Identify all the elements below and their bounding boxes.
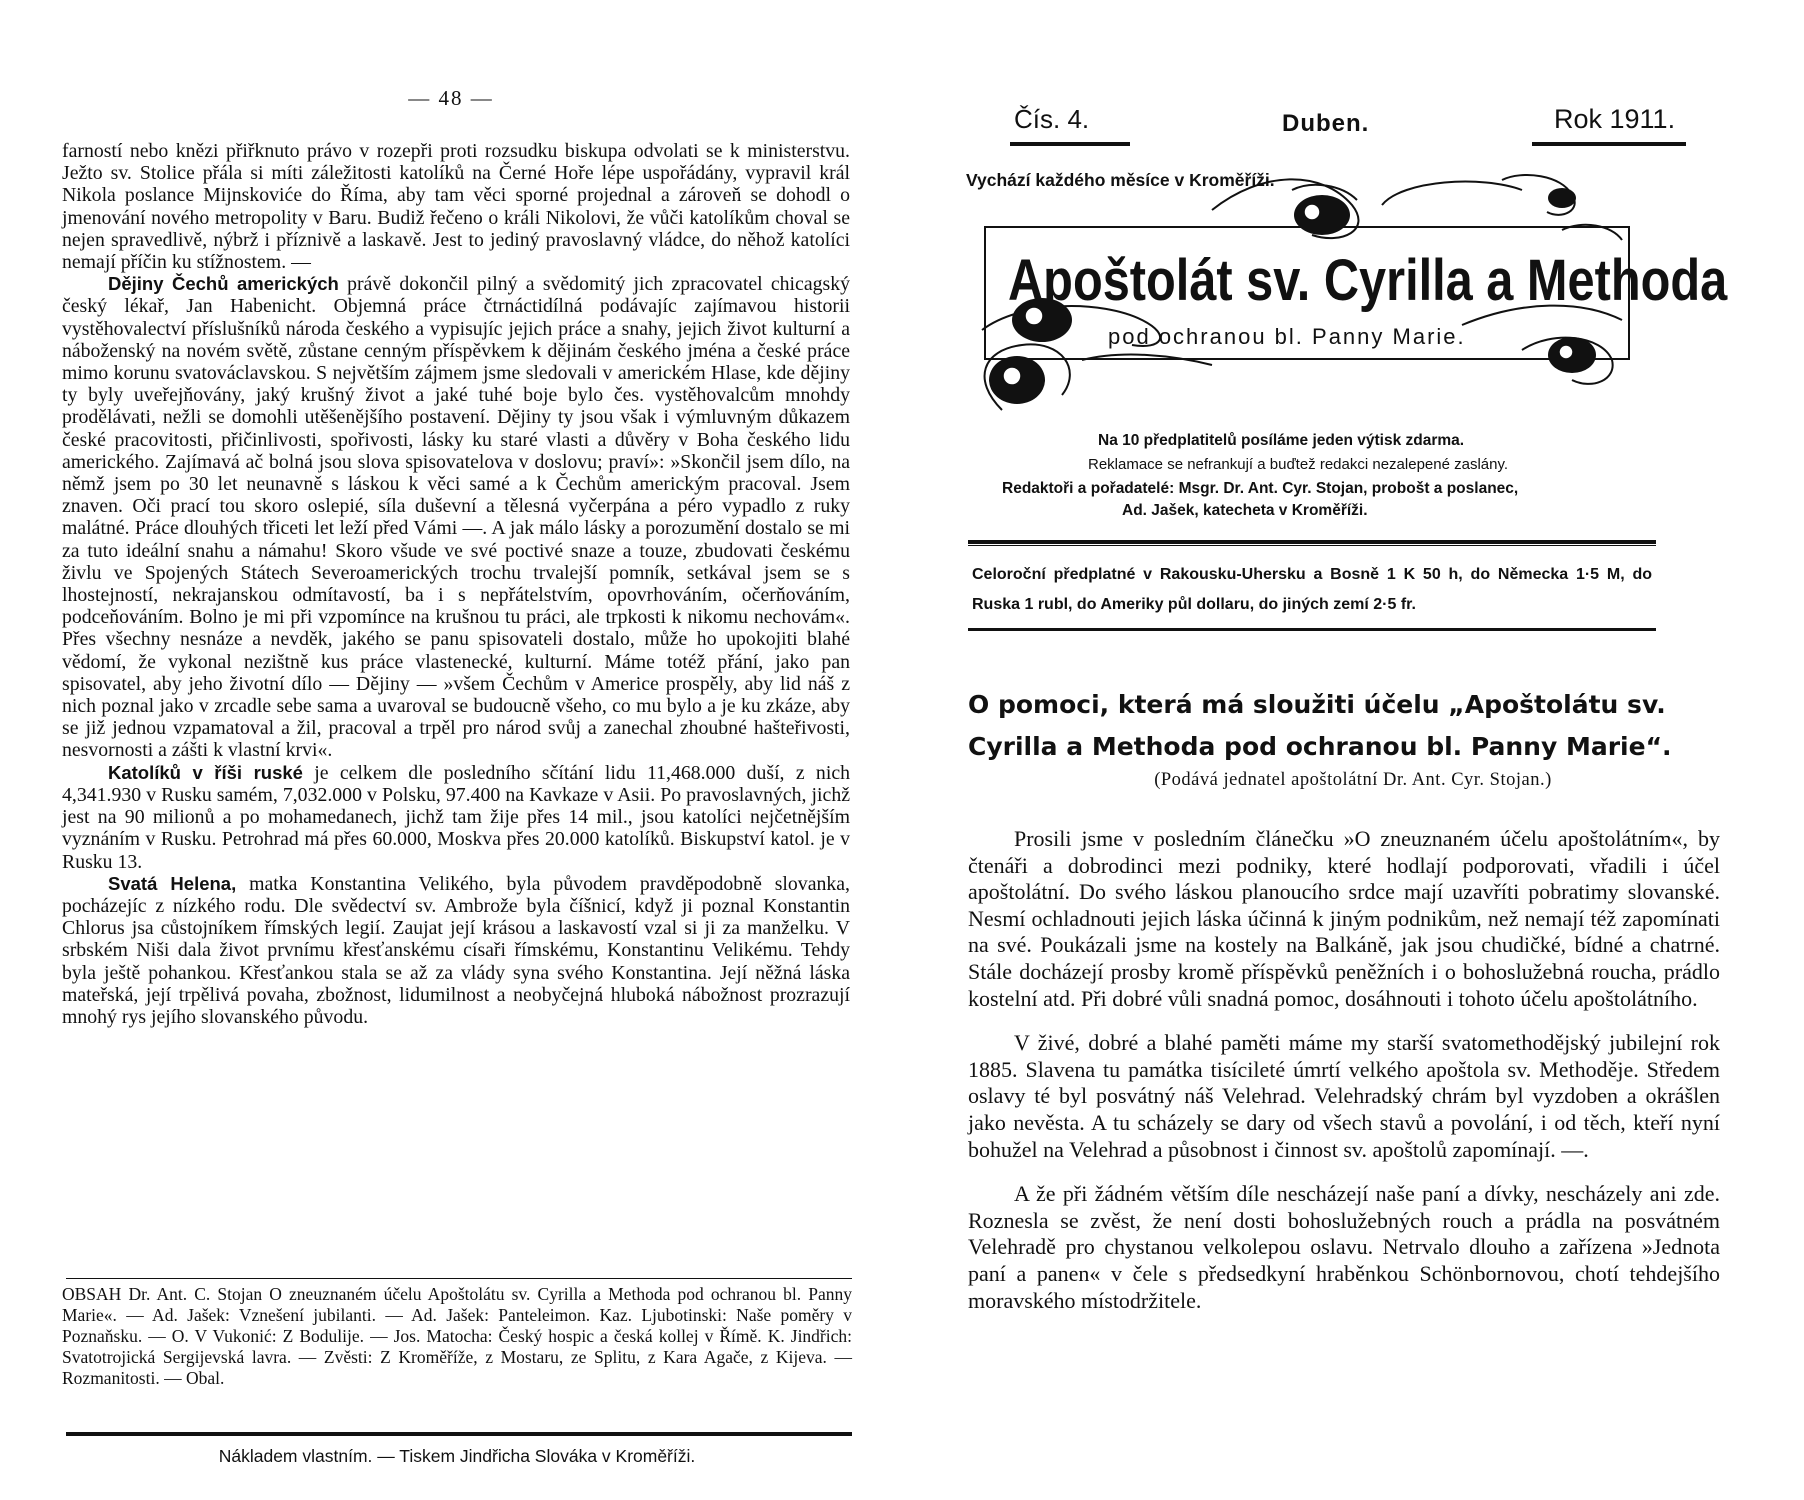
paragraph-text: matka Konstantina Velikého, byla původem pravděpodobně slovanka, pocházejíc z nízkého rodu. Dle svědectví sv. Ambrože byla číšnicí, když ji poznal Konstantin Chlorus jsa cůstojníkem římských legií. Zaujat její krásou a laskavostí vzal si ji za manželku. V srbském Niši dala život prvnímu křesťanskému císaři římskému, Konstantinu Velikému. Tehdy byla ještě pohankou. Křesťankou stala se až za vlády syna svého Konstantina. Její něžná láska mateřská, její trpělivá povaha, zbožnost, lidumilnost a neobyčejná hluboká nábožnost prozrazují mnohý rys jejího slovanského původu. <box>62 872 850 1028</box>
article-body <box>968 826 1720 1332</box>
paragraph-text: je celkem dle posledního sčítání lidu 11,468.000 duší, z nich 4,341.930 v Rusku samém, 7,032.000 v Polsku, 97.400 na Kavkaze v Asii. Po pravoslavných, jichž jest na 90 milionů a po mohamedanech, jichž tam žije přes 14 mil., jsou katolíci nejčetnějším vyznáním v Rusku. Petrohrad má přes 60.000, Moskva přes 20.000 katolíků. Biskupství katol. je v Rusku 13. <box>62 761 850 873</box>
paragraph-heading: Katolíků v říši ruské <box>108 761 303 783</box>
header-rule-left <box>1010 142 1130 146</box>
paragraph-text: právě dokončil pilný a svědomitý jich zpracovatel chicagský český lékař, Jan Habenicht. Objemná práce čtrnáctidílná podávajíc zajímavou historii vystěhovalectví příslušníků národa českého a vypisujíc jejich práce a snahy, jejich život kulturní a náboženský na novém světě, zůstane cenným příspěvkem k dějinám českého jména a české práce mimo korunu svatováclavskou. S největším zájmem jsme sledovali v americkém Hlase, kde dějiny ty byly uveřejňovány, jaký krušný život a jaké tuhé boje bylo čes. vystěhovalcům mnohdy prodělávati, nežli se domohli utěšenějšího postavení. Dějiny ty jsou však i výmluvným důkazem české pracovitosti, přičinlivosti, spořivosti, lásky ku staré vlasti a důvěry v Boha českého lidu amerického. Zajímavá ač bolná jsou slova spisovatelova v doslovu; praví»: »Skončil jsem dílo, na němž jsem po 30 let neunavně s láskou k věci samé a k Čechům americkým pracoval. Jsem znaven. Oči prací tou skoro oslepié, síla duševní a tělesná vyčerpána a péro vypadlo z ruky malátné. Práce dlouhých třiceti let leží před Vámi —. A jak málo lásky a porozumění dostalo se mi za tuto ideální snahu a námahu! Skoro všude ve své poctivé snaze a touze, zbudovati českému živlu ve Spojených Státech Severoamerických trochu trvalejší pomník, setkával jsem se s lhostejností, nekrajanskou odmítavostí, ba i s nepřátelstvím, opovrhováním, očerňováním, podceňováním. Bolno je mi při vzpomínce na krušnou tu práci, ale trpkosti k nikomu nechovám«. Přes všechny nesnáze a nevděk, jakého se panu spisovateli dostalo, může ho upokojiti blahé vědomí, že vykonal nezištně kus práce vlastenecké, kulturní. Máme totéž přání, jako pan spisovatel, aby jeho životní dílo — Dějiny — »všem Čechům v Americe prospěly, aby lid náš z nich poznal jako v zrcadle sebe sama a uvaroval se budoucně všeho, co mu bylo a je ku zkáze, aby se již jednou vzpamatoval a žil, pracoval a trpěl pro národ svůj a zanechal zhoubné hašteřivosti, nesvornosti a zášti k vlastní krvi«. <box>62 273 850 762</box>
imprint-rule <box>66 1432 852 1436</box>
issue-number: Čís. 4. <box>1014 104 1090 134</box>
masthead-title: Apoštolát sv. Cyrilla a Methoda <box>1008 248 1728 313</box>
masthead-subtitle: pod ochranou bl. Panny Marie. <box>1108 324 1466 349</box>
paragraph-heading: Svatá Helena, <box>108 872 237 894</box>
imprint: Nákladem vlastním. — Tiskem Jindřicha Slováka v Kroměříži. <box>218 1446 696 1466</box>
issue-year: Rok 1911. <box>1554 104 1676 134</box>
free-copy-notice: Na 10 předplatitelů posíláme jeden výtisk zdarma. <box>1098 432 1465 449</box>
article-title-line-1: O pomoci, která má sloužiti účelu „Apoštolátu sv. <box>968 690 1666 719</box>
paragraph-montenegro: farností nebo knězi přiřknuto právo v rozepři proti rozsudku biskupa odvolati se k ministerstvu. Ježto sv. Stolice přála si míti záležitosti katolíků na Černé Hoře lépe uspořádány, vypravil král Nikola poslance Mijnskoviće do Říma, aby tam věci sporné projednal a zároveň se dohodl o jmenování nového metropolity v Baru. Budiž řečeno o králi Nikolovi, že vůči katolíkům choval se nejen spravedlivě, nýbrž i příznivě a laskavě. Jest to jediný pravoslavný vládce, do něhož katolíci nemají příčin ku stížnostem. — <box>62 140 850 274</box>
article-title-line-2: Cyrilla a Methoda pod ochranou bl. Panny Marie“. <box>968 732 1672 761</box>
subscription-top-rule-thin <box>968 545 1656 546</box>
article-paragraph: Prosili jsme v posledním článečku »O zneuznaném účelu apoštolátním«, by čtenáři a dobrodinci mezi podniky, které hodlají podporovati, vřadili i účel apoštolátní. Do svého láskou planoucího srdce mají uzavříti pobratimy slovanské. Nesmí ochladnouti jejich láska účinná k jiným podnikům, než nemají též zapomínati na své. Poukázali jsme na kostely na Balkáně, jak jsou chudičké, bídné a chatrné. Stále docházejí prosby kromě příspěvků peněžních i o bohoslužebná roucha, prádlo kostelní atd. Při dobré vůli snadná pomoc, dosáhnouti i tohoto účelu apoštolátního. <box>968 826 1720 1011</box>
article-title <box>968 684 1728 768</box>
header-rule-right <box>1532 142 1686 146</box>
paragraph-saint-helena <box>62 873 850 1028</box>
subscription-bottom-rule <box>968 628 1656 631</box>
right-page <box>902 0 1804 1500</box>
paragraph-russian-catholics <box>62 762 850 873</box>
left-column <box>62 140 850 1028</box>
paragraph-heading: Dějiny Čechů amerických <box>108 273 339 295</box>
table-of-contents: OBSAH Dr. Ant. C. Stojan O zneuznaném účelu Apoštolátu sv. Cyrilla a Methoda pod ochranou bl. Panny Marie«. — Ad. Jašek: Vznešení jubilanti. — Ad. Jašek: Panteleimon. Kaz. Ljubotinski: Naše poměry v Poznaňsku. — O. V Vukonić: Z Bodulije. — Jos. Matocha: Český hospic a česká kollej v Římě. K. Jindřich: Svatotrojická Sergijevská lavra. — Zvěsti: Z Kroměříže, z Mostaru, ze Splitu, z Kara Agače, z Kijeva. — Rozmanitosti. — Obal. <box>62 1284 852 1388</box>
subscription-info: Celoroční předplatné v Rakousku-Uhersku a Bosně 1 K 50 h, do Německa 1·5 M, do Ruska 1 rubl, do Ameriky půl dollaru, do jiných zemí 2·5 fr. <box>972 566 1652 613</box>
publication-frequency: Vychází každého měsíce v Kroměříži. <box>966 170 1275 190</box>
editors-notice: Redaktoři a pořadatelé: Msgr. Dr. Ant. Cyr. Stojan, probošt a poslanec, <box>1002 480 1519 497</box>
page-number: — 48 — <box>408 86 494 110</box>
paragraph-american-czechs <box>62 273 850 761</box>
issue-month: Duben. <box>1282 110 1370 137</box>
complaints-notice: Reklamace se nefrankují a buďtež redakci nezalepené zaslány. <box>1088 456 1509 473</box>
article-paragraph: V živé, dobré a blahé paměti máme my starší svatomethodějský jubilejní rok 1885. Slavena tu památka tisícileté úmrtí velkého apoštola sv. Methoděje. Středem oslavy té byl posvátný náš Velehrad. Velehradský chrám byl vyzdoben a okrášlen jako nevěsta. A tu scházely se dary od všech stavů a povolání, i od těch, kteří nyní bohužel na Velehrad a působnost i činnost sv. apoštolů zapomínají. —. <box>968 1030 1720 1162</box>
article-paragraph: A že při žádném větším díle nescházejí naše paní a dívky, nescházely ani zde. Roznesla se zvěst, že není dosti bohoslužebných rouch a prádla na posvátném Velehradě pro chystanou velkolepou oslavu. Netrvalo dlouho a zařízena »Jednota paní a panen« v čele s předsedkyní hraběnkou Schönbornovou, chotí tehdejšího moravského místodržitele. <box>968 1181 1720 1313</box>
subscription-top-rule <box>968 540 1656 544</box>
toc-top-rule <box>66 1278 852 1279</box>
article-byline: (Podává jednatel apoštolátní Dr. Ant. Cyr. Stojan.) <box>1154 770 1552 790</box>
editors-notice-continued: Ad. Jašek, katecheta v Kroměříži. <box>1122 502 1368 519</box>
